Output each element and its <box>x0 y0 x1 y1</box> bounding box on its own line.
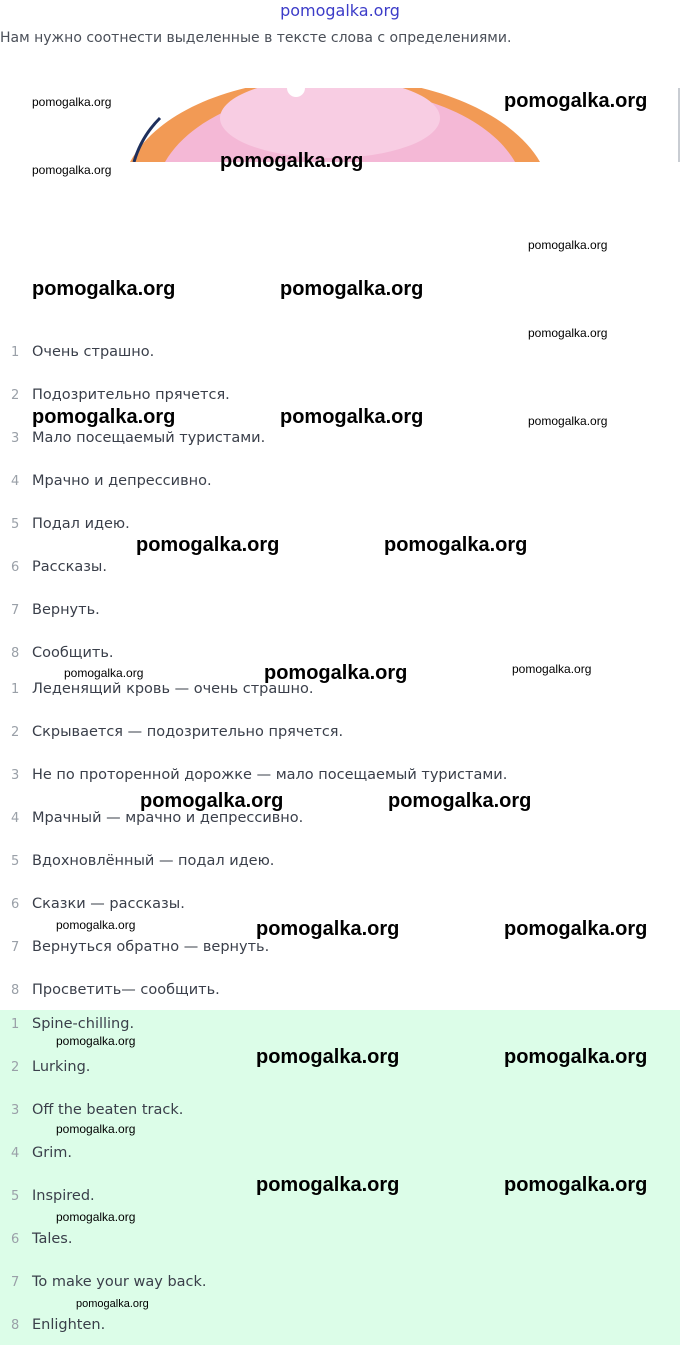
list-item <box>0 938 680 962</box>
watermark: pomogalka.org <box>528 238 608 252</box>
watermark: pomogalka.org <box>280 278 424 300</box>
item-text: Вдохновлённый — подал идею. <box>32 853 275 869</box>
item-text: Леденящий кровь — очень страшно. <box>32 681 314 697</box>
watermark: pomogalka.org <box>56 1034 136 1048</box>
list-item <box>0 1144 680 1168</box>
item-text: Spine-chilling. <box>32 1016 135 1032</box>
item-number: 7 <box>11 1275 20 1290</box>
item-number: 6 <box>11 560 20 575</box>
item-number: 4 <box>11 474 20 489</box>
watermark: pomogalka.org <box>56 1122 136 1136</box>
item-text: Не по проторенной дорожке — мало посещаемый туристами. <box>32 767 508 783</box>
watermark: pomogalka.org <box>504 918 648 940</box>
item-number: 8 <box>11 646 20 661</box>
watermark: pomogalka.org <box>264 662 408 684</box>
item-text: Enlighten. <box>32 1317 106 1333</box>
item-text: Inspired. <box>32 1188 95 1204</box>
list-item <box>0 852 680 876</box>
watermark: pomogalka.org <box>32 163 112 177</box>
item-number: 1 <box>11 1017 20 1032</box>
item-text: Мрачно и депрессивно. <box>32 473 212 489</box>
watermark: pomogalka.org <box>76 1298 149 1310</box>
item-number: 1 <box>11 345 20 360</box>
list-item <box>0 343 680 367</box>
watermark: pomogalka.org <box>32 278 176 300</box>
watermark: pomogalka.org <box>56 918 136 932</box>
watermark: pomogalka.org <box>256 918 400 940</box>
item-number: 3 <box>11 1103 20 1118</box>
list-item <box>0 429 680 453</box>
item-text: Сказки — рассказы. <box>32 896 185 912</box>
list-item <box>0 809 680 833</box>
list-item <box>0 766 680 790</box>
watermark: pomogalka.org <box>504 90 648 112</box>
item-number: 4 <box>11 811 20 826</box>
item-text: Рассказы. <box>32 559 107 575</box>
item-number: 6 <box>11 1232 20 1247</box>
watermark: pomogalka.org <box>56 1210 136 1224</box>
item-number: 7 <box>11 940 20 955</box>
item-text: Мрачный — мрачно и депрессивно. <box>32 810 304 826</box>
watermark: pomogalka.org <box>280 406 424 428</box>
item-number: 3 <box>11 768 20 783</box>
list-item <box>0 472 680 496</box>
item-number: 3 <box>11 431 20 446</box>
watermark: pomogalka.org <box>528 326 608 340</box>
item-number: 2 <box>11 1060 20 1075</box>
item-number: 8 <box>11 1318 20 1333</box>
item-text: Подал идею. <box>32 516 130 532</box>
item-text: Tales. <box>32 1231 73 1247</box>
list-item <box>0 723 680 747</box>
task-instruction: Нам нужно соотнести выделенные в тексте слова с определениями. <box>0 30 512 46</box>
item-text: Мало посещаемый туристами. <box>32 430 266 446</box>
watermark: pomogalka.org <box>504 1174 648 1196</box>
item-number: 7 <box>11 603 20 618</box>
list-item <box>0 981 680 1005</box>
list-item <box>0 515 680 539</box>
watermark: pomogalka.org <box>140 790 284 812</box>
list-item <box>0 1316 680 1340</box>
item-text: Сообщить. <box>32 645 114 661</box>
item-number: 1 <box>11 682 20 697</box>
item-text: Подозрительно прячется. <box>32 387 230 403</box>
item-text: Скрывается — подозрительно прячется. <box>32 724 344 740</box>
item-text: To make your way back. <box>32 1274 207 1290</box>
item-text: Вернуться обратно — вернуть. <box>32 939 270 955</box>
item-text: Очень страшно. <box>32 344 155 360</box>
list-item <box>0 1230 680 1254</box>
site-link[interactable]: pomogalka.org <box>280 1 400 20</box>
watermark: pomogalka.org <box>512 662 592 676</box>
watermark: pomogalka.org <box>504 1046 648 1068</box>
item-number: 5 <box>11 517 20 532</box>
list-item <box>0 601 680 625</box>
item-number: 8 <box>11 983 20 998</box>
watermark: pomogalka.org <box>32 406 176 428</box>
item-text: Lurking. <box>32 1059 91 1075</box>
watermark: pomogalka.org <box>64 666 144 680</box>
watermark: pomogalka.org <box>32 95 112 109</box>
watermark: pomogalka.org <box>256 1174 400 1196</box>
item-number: 5 <box>11 1189 20 1204</box>
item-text: Просветить— сообщить. <box>32 982 220 998</box>
watermark: pomogalka.org <box>384 534 528 556</box>
item-number: 4 <box>11 1146 20 1161</box>
watermark: pomogalka.org <box>136 534 280 556</box>
list-item <box>0 895 680 919</box>
watermark: pomogalka.org <box>220 150 364 172</box>
item-text: Вернуть. <box>32 602 100 618</box>
watermark: pomogalka.org <box>528 414 608 428</box>
item-text: Off the beaten track. <box>32 1102 184 1118</box>
watermark: pomogalka.org <box>388 790 532 812</box>
watermark: pomogalka.org <box>256 1046 400 1068</box>
list-item <box>0 1273 680 1297</box>
item-number: 5 <box>11 854 20 869</box>
item-number: 2 <box>11 388 20 403</box>
list-item <box>0 558 680 582</box>
item-text: Grim. <box>32 1145 72 1161</box>
item-number: 6 <box>11 897 20 912</box>
item-number: 2 <box>11 725 20 740</box>
